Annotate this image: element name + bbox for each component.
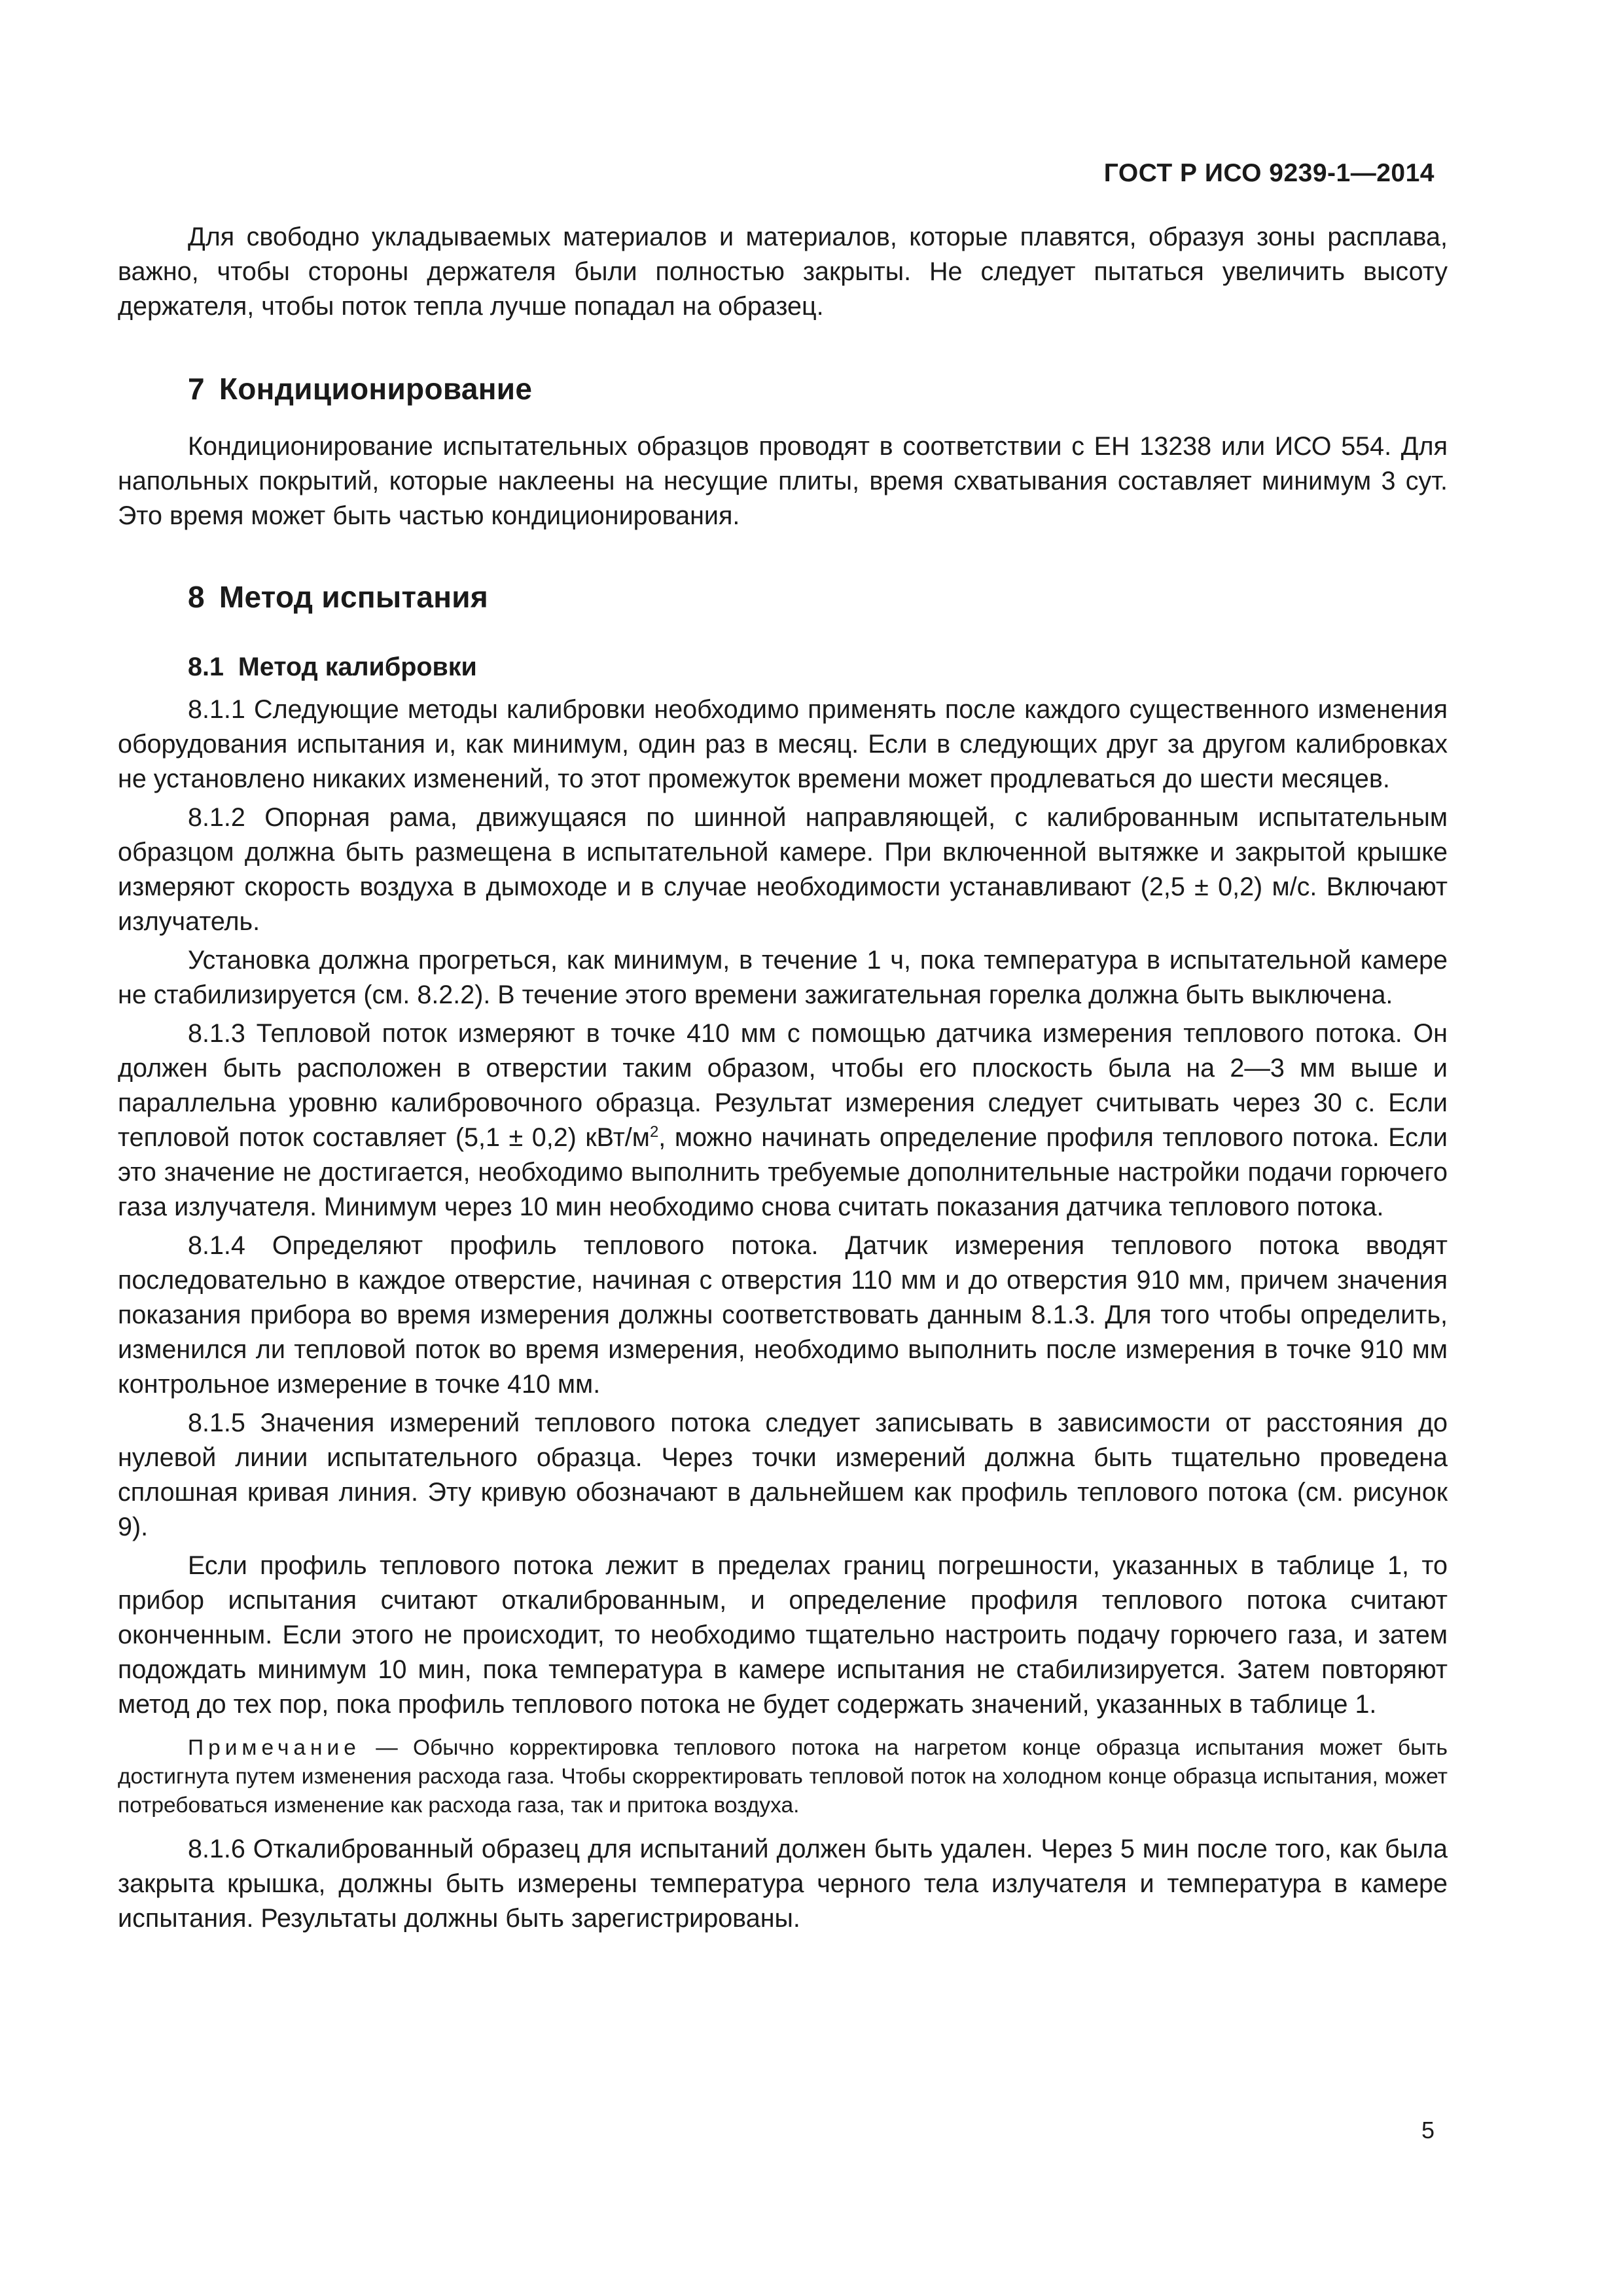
clause-8-1-3-superscript: 2 [649, 1122, 659, 1141]
clause-8-1-4: 8.1.4 Определяют профиль теплового потока. Датчик измерения теплового потока вводят последовательно в каждое отверстие, начиная с отверстия 110 мм и до отверстия 910 мм, причем значения показания прибора во время измерения должны соответствовать данным 8.1.3. Для того чтобы определить, изменился ли тепловой поток во время измерения, необходимо выполнить после измерения в точке 910 мм контрольное измерение в точке 410 мм. [118, 1231, 1448, 1399]
clause-8-1-2-continued: Установка должна прогреться, как минимум, в течение 1 ч, пока температура в испытательной камере не стабилизируется (см. 8.2.2). В течение этого времени зажигательная горелка должна быть выключена. [118, 946, 1448, 1009]
section-8-number: 8 [188, 580, 205, 614]
clause-8-1-5-continued: Если профиль теплового потока лежит в пределах границ погрешности, указанных в таблице 1, то прибор испытания считают откалиброванным, и определение профиля теплового потока считают оконченным. Если этого не происходит, то необходимо тщательно настроить подачу горючего газа, и затем подождать минимум 10 мин, пока температура в камере испытания не стабилизируется. Затем повторяют метод до тех пор, пока профиль теплового потока не будет содержать значений, указанных в таблице 1. [118, 1551, 1448, 1719]
section-8-heading [188, 579, 488, 615]
subsection-8-1-title: Метод калибровки [238, 653, 477, 681]
clause-8-1-3-part-b: , можно начинать определение профиля теплового потока. Если это значение не достигается, необходимо выполнить требуемые дополнительные настройки подачи горючего газа излучателя. Минимум через 10 мин необходимо снова считать показания датчика теплового потока. [118, 1123, 1448, 1221]
section-7-heading [188, 371, 532, 406]
section-7-body [118, 429, 1448, 533]
section-8-title: Метод испытания [219, 580, 489, 614]
section-7-number: 7 [188, 372, 205, 406]
page-number: 5 [1421, 2117, 1435, 2144]
clause-8-1-1: 8.1.1 Следующие методы калибровки необходимо применять после каждого существенного изменения оборудования испытания и, как минимум, один раз в месяц. Если в следующих друг за другом калибровках не установлено никаких изменений, то этот промежуток времени может продлеваться до шести месяцев. [118, 695, 1448, 793]
intro-block [118, 220, 1448, 324]
note-text: — Обычно корректировка теплового потока на нагретом конце образца испытания может быть достигнута путем изменения расхода газа. Чтобы скорректировать тепловой поток на холодном конце образца испытания, может потребоваться изменение как расхода газа, так и притока воздуха. [118, 1736, 1448, 1818]
intro-paragraph: Для свободно укладываемых материалов и материалов, которые плавятся, образуя зоны расплава, важно, чтобы стороны держателя были полностью закрыты. Не следует пытаться увеличить высоту держателя, чтобы поток тепла лучше попадал на образец. [118, 223, 1448, 321]
note-label: Примечание [188, 1736, 361, 1760]
section-7-title: Кондиционирование [219, 372, 533, 406]
clause-8-1-5: 8.1.5 Значения измерений теплового потока следует записывать в зависимости от расстояния до нулевой линии испытательного образца. Через точки измерений должна быть тщательно проведена сплошная кривая линия. Эту кривую обозначают в дальнейшем как профиль теплового потока (см. рисунок 9). [118, 1408, 1448, 1541]
subsection-8-1-heading [188, 653, 477, 682]
clause-8-1-6: 8.1.6 Откалиброванный образец для испытаний должен быть удален. Через 5 мин после того, как была закрыта крышка, должны быть измерены температура черного тела излучателя и температура в камере испытания. Результаты должны быть зарегистрированы. [118, 1835, 1448, 1933]
section-8-body [118, 692, 1448, 1936]
subsection-8-1-number: 8.1 [188, 653, 224, 681]
clause-8-1-3-part-a: 8.1.3 Тепловой поток измеряют в точке 410 мм с помощью датчика измерения теплового потока. Он должен быть расположен в отверстии таким образом, чтобы его плоскость была на 2—3 мм выше и параллельна уровню калибровочного образца. Результат измерения следует считывать через 30 с. Если тепловой поток составляет (5,1 ± 0,2) кВт/м [118, 1019, 1448, 1152]
clause-8-1-2: 8.1.2 Опорная рама, движущаяся по шинной направляющей, с калиброванным испытательным образцом должна быть размещена в испытательной камере. При включенной вытяжке и закрытой крышке измеряют скорость воздуха в дымоходе и в случае необходимости устанавливают (2,5 ± 0,2) м/с. Включают излучатель. [118, 803, 1448, 936]
document-standard-id: ГОСТ Р ИСО 9239-1—2014 [1103, 159, 1435, 187]
section-7-paragraph: Кондиционирование испытательных образцов проводят в соответствии с ЕН 13238 или ИСО 554. Для напольных покрытий, которые наклеены на несущие плиты, время схватывания составляет минимум 3 сут. Это время может быть частью кондиционирования. [118, 432, 1448, 530]
clause-8-1-3 [118, 1016, 1448, 1225]
note [118, 1734, 1448, 1820]
